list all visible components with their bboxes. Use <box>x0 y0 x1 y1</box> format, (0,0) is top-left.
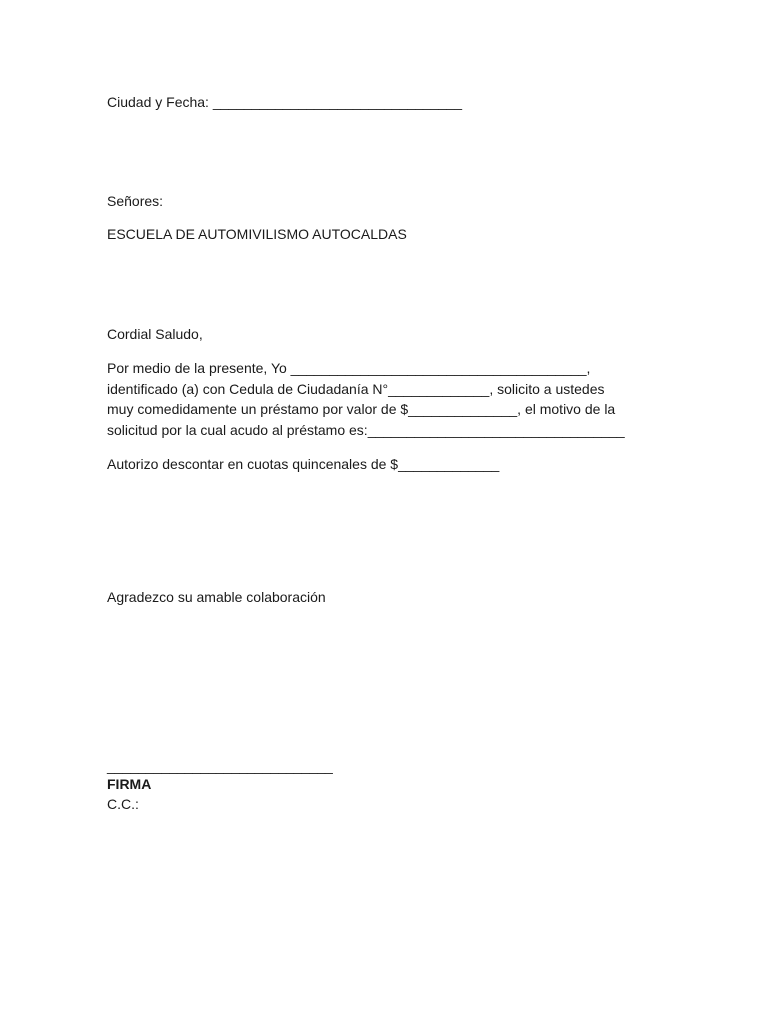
salutation-title: Señores: <box>107 193 164 209</box>
body-line: solicitud por la cual acudo al préstamo es:_________________________________ <box>107 421 625 438</box>
body-paragraph <box>107 358 667 440</box>
authorization-line: Autorizo descontar en cuotas quincenales de $_____________ <box>107 456 500 472</box>
body-line: muy comedidamente un préstamo por valor de $______________, el motivo de la <box>107 401 616 417</box>
greeting: Cordial Saludo, <box>107 326 203 342</box>
body-line: Por medio de la presente, Yo ______________________________________, <box>107 360 591 376</box>
id-label: C.C.: <box>107 796 139 812</box>
city-date-line: Ciudad y Fecha: ________________________________ <box>107 94 462 110</box>
signature-line: _____________________________ <box>107 758 333 774</box>
signature-label: FIRMA <box>107 776 152 792</box>
body-line: identificado (a) con Cedula de Ciudadanía N°_____________, solicito a ustedes <box>107 380 605 397</box>
closing-line: Agradezco su amable colaboración <box>107 589 326 605</box>
recipient-name: ESCUELA DE AUTOMIVILISMO AUTOCALDAS <box>107 226 407 242</box>
